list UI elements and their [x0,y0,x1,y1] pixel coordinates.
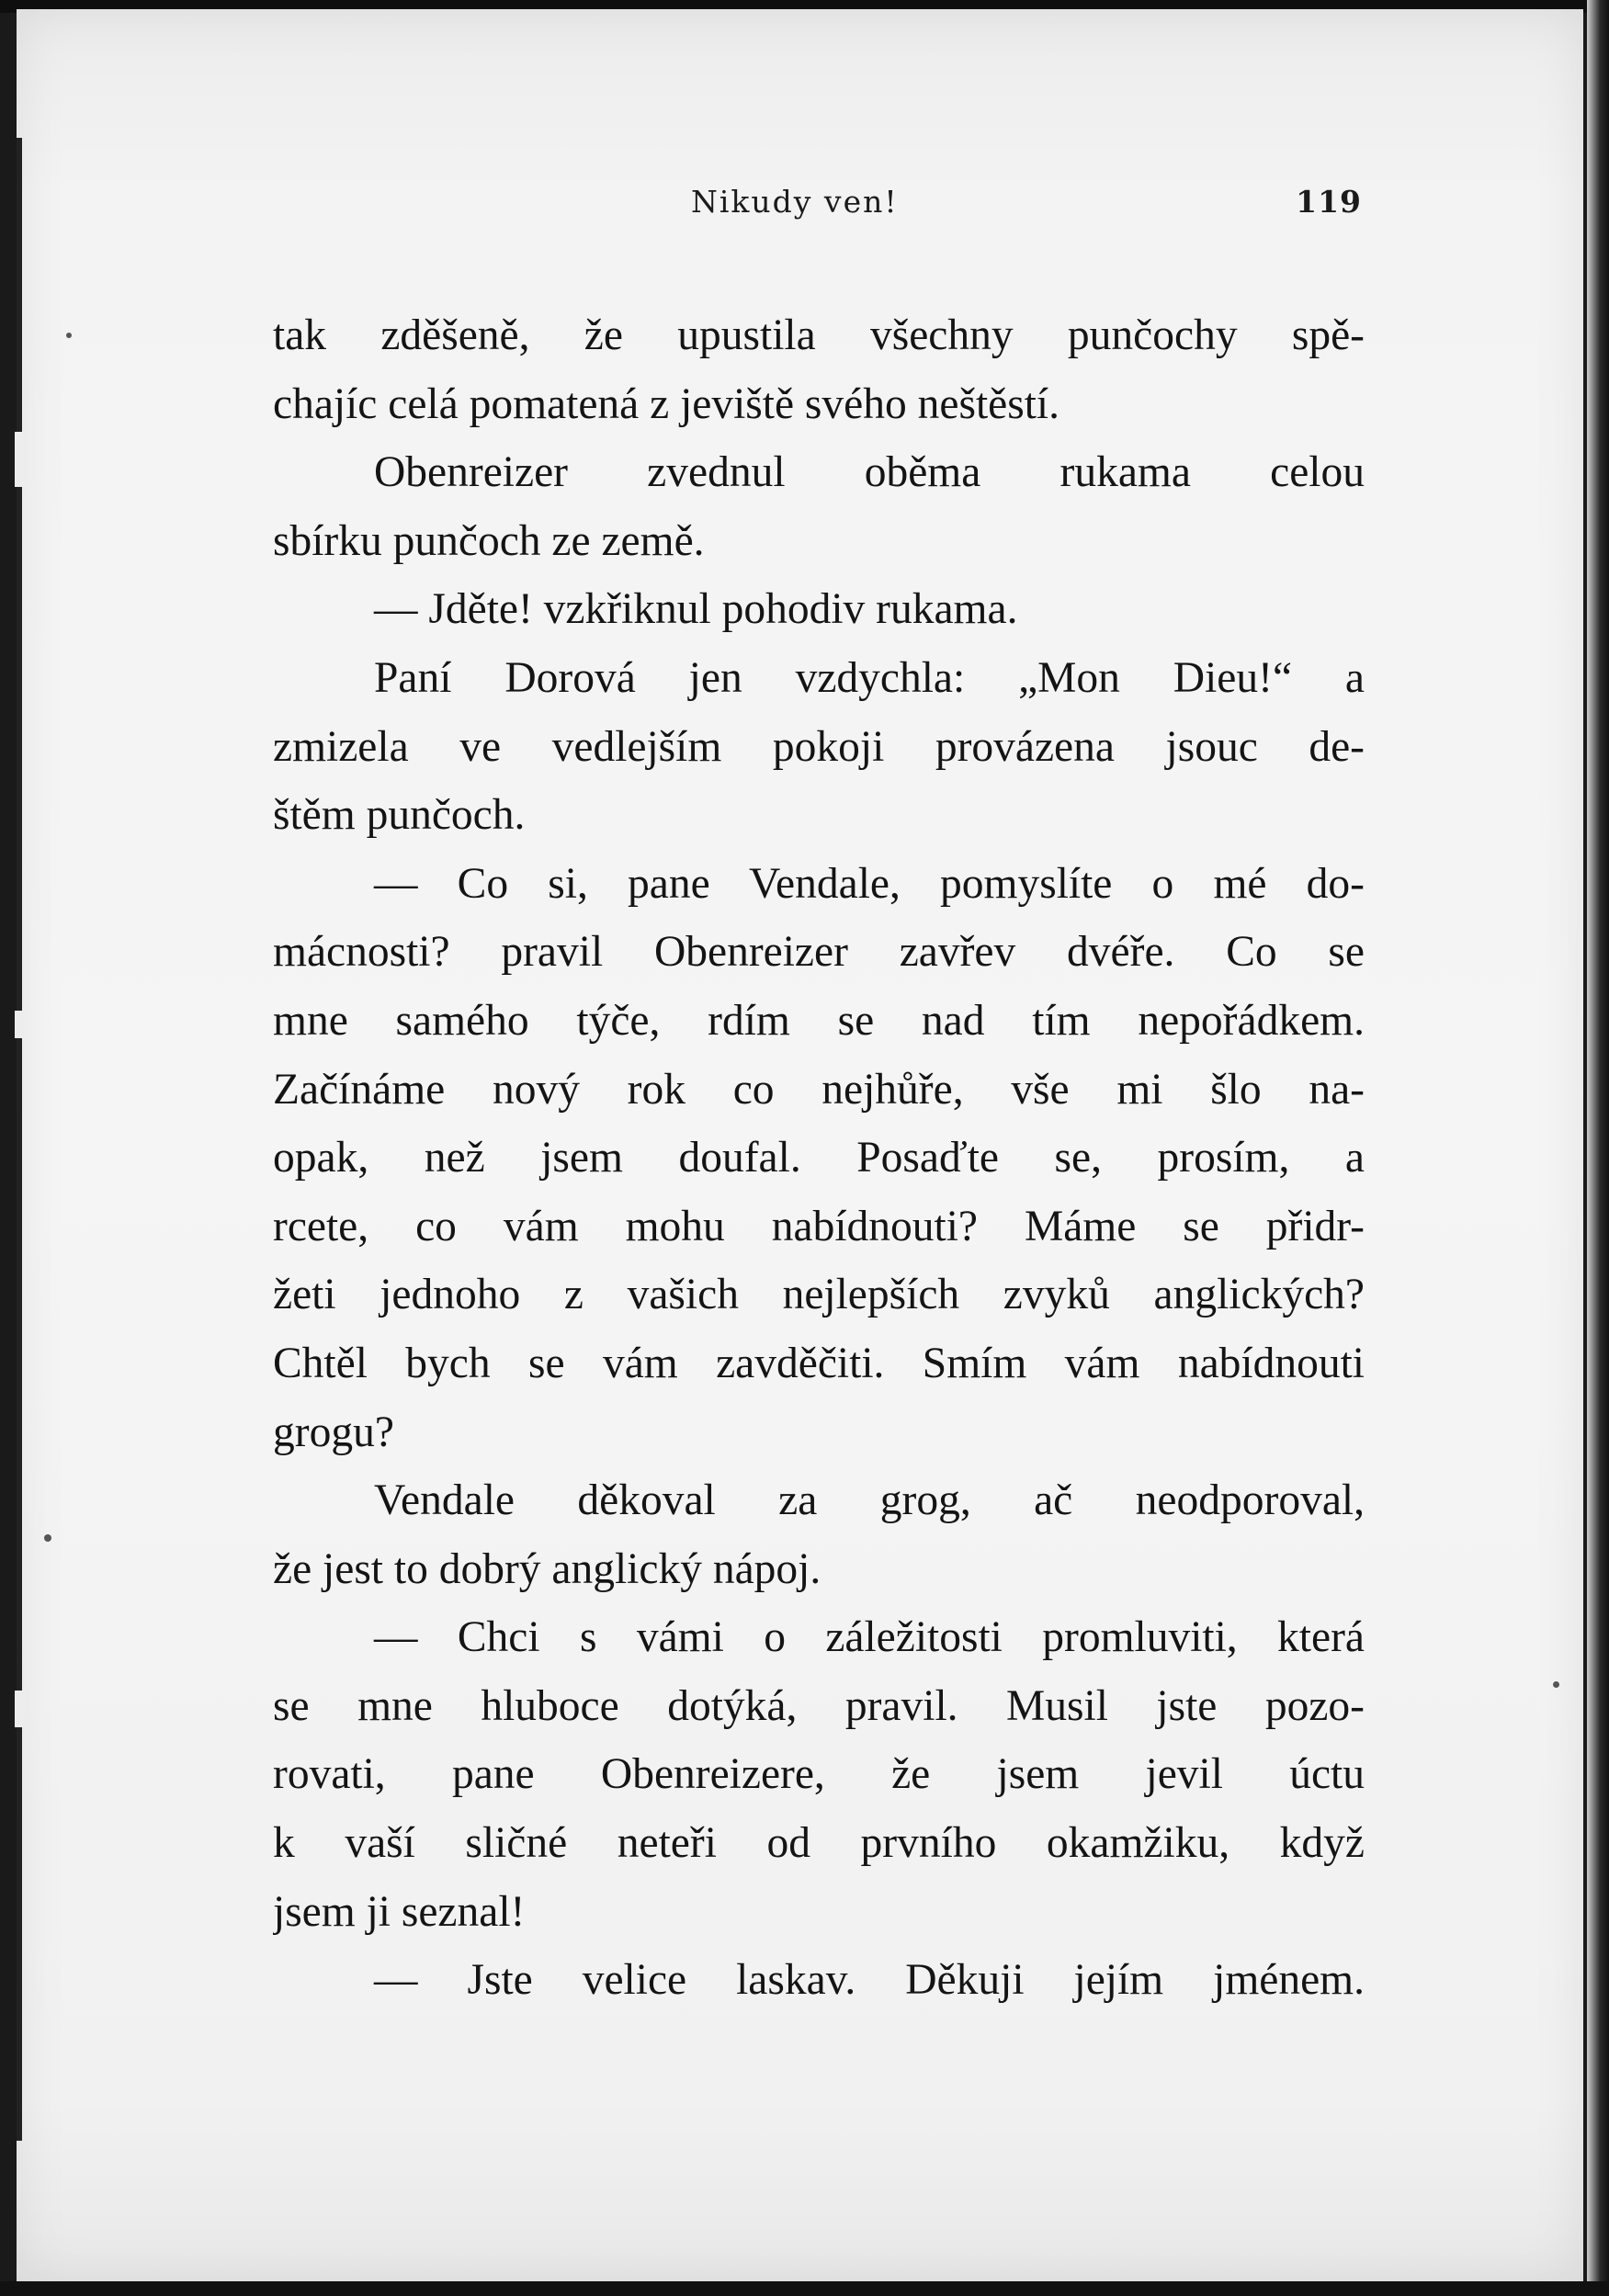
text-line: grogu? [273,1408,394,1456]
spine-gap [15,1011,24,1038]
page-number: 119 [1296,184,1362,220]
page-header [273,184,1362,239]
text-line: k vaší sličné neteři od prvního okamžiku, když [273,1819,1365,1868]
text-line: Začínáme nový rok co nejhůře, vše mi šlo na- [273,1065,1365,1114]
text-line: opak, než jsem doufal. Posaďte se, prosím, a [273,1134,1365,1182]
spine-gap [15,1691,24,1727]
text-line: sbírku punčoch ze země. [273,516,705,565]
text-line: — Co si, pane Vendale, pomyslíte o mé do- [374,859,1365,908]
text-line: tak zděšeně, že upustila všechny punčochy spě- [273,311,1365,359]
text-line: — Jděte! vzkřiknul pohodiv rukama. [374,585,1018,634]
running-title: Nikudy ven! [691,184,899,220]
text-line: Paní Dorová jen vzdychla: „Mon Dieu!“ a [374,653,1365,702]
text-line: žeti jednoho z vašich nejlepších zvyků anglických? [273,1271,1365,1319]
text-line: chajíc celá pomatená z jeviště svého neštěstí. [273,379,1059,428]
text-line: se mne hluboce dotýká, pravil. Musil jste pozo- [273,1681,1365,1730]
text-line: štěm punčoch. [273,791,526,840]
text-line: Vendale děkoval za grog, ač neodporoval, [374,1476,1365,1525]
text-line: — Chci s vámi o záležitosti promluviti, která [374,1613,1365,1662]
text-line: zmizela ve vedlejším pokoji provázena jsouc de- [273,722,1365,771]
text-line: jsem ji seznal! [273,1887,526,1936]
body-text [273,301,1365,2015]
text-line: mne samého týče, rdím se nad tím nepořádkem. [273,996,1365,1045]
scan-bottom-border [0,2281,1609,2296]
dust-speck [1553,1681,1559,1688]
dust-speck [66,333,72,338]
text-line: že jest to dobrý anglický nápoj. [273,1544,821,1593]
text-line: rcete, co vám mohu nabídnouti? Máme se přidr- [273,1202,1365,1250]
text-line: rovati, pane Obenreizere, že jsem jevil úctu [273,1750,1365,1799]
scan-right-border [1587,0,1609,2296]
text-line: — Jste velice laskav. Děkuji jejím jménem. [374,1956,1365,2005]
text-line: Obenreizer zvednul oběma rukama celou [374,448,1365,497]
text-line: mácnosti? pravil Obenreizer zavřev dvéře. Co se [273,928,1365,977]
dust-speck [44,1534,51,1542]
spine-gap [15,432,24,487]
text-line: Chtěl bych se vám zavděčiti. Smím vám nabídnouti [273,1339,1365,1387]
